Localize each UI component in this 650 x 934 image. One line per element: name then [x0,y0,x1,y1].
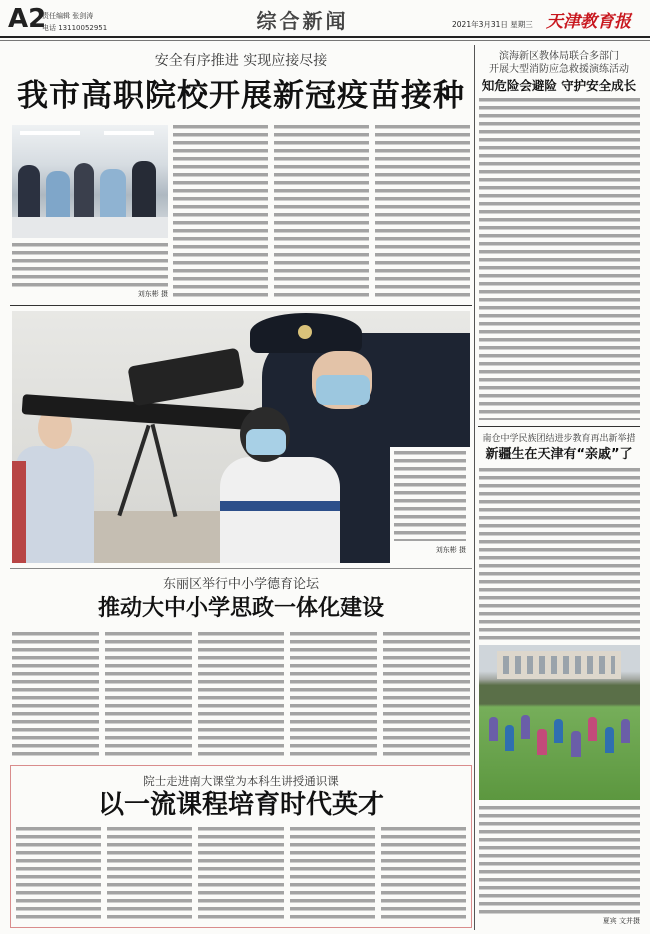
photo-face-mask [316,375,370,405]
article-body-column [16,827,101,923]
binhai-story-body [479,98,640,420]
page-number: A2 [8,4,47,34]
binhai-story-kicker-2: 开展大型消防应急救援演练活动 [489,64,629,75]
article-body-column [290,632,377,760]
masthead-logo: 天津教育报 [546,12,631,32]
dongli-story-kicker: 东丽区举行中小学德育论坛 [162,577,319,592]
column-divider [474,45,475,930]
photo-lens [127,348,244,407]
article-body-column [290,827,375,923]
lead-photo-credit: 刘东彬 摄 [137,290,168,298]
editor-line: 责任编辑 张剑涛 [42,12,94,20]
nancang-story-headline: 新疆生在天津有“亲戚”了 [485,447,633,462]
lead-story-headline: 我市高职院校开展新冠疫苗接种 [17,78,465,114]
nancang-photo-credit: 夏宾 文并摄 [602,917,640,925]
article-body-column [107,827,192,923]
photo-dancer [621,719,630,743]
photo-desk [12,217,168,238]
photo-vaccination-site [12,125,168,238]
dongli-story-body [12,632,470,760]
article-body-column [381,827,466,923]
section-rule [10,568,472,569]
article-body-column [479,98,640,420]
article-body-column [479,468,640,640]
feature-photo-caption-box [390,447,470,563]
article-body-column [383,632,470,760]
binhai-story-kicker-1: 滨海新区教体局联合多部门 [499,51,619,62]
section-title: 综合新闻 [256,9,349,33]
phone-line: 电话 13110052951 [42,24,108,32]
article-body-column [274,125,369,301]
article-body-column [198,827,283,923]
photo-figure [74,163,94,225]
photo-dancer [537,729,547,755]
photo-tripod-leg [151,424,178,517]
photo-dancer [489,717,498,741]
photo-dancer [588,717,597,741]
caption-text [12,243,168,287]
photo-dancer [605,727,614,753]
article-body-column [12,632,99,760]
article-body-column [173,125,268,301]
feature-photo-credit: 刘东彬 摄 [435,546,466,554]
photo-ceiling-light [20,131,80,135]
article-body-column [105,632,192,760]
lead-story-body [173,125,470,301]
photo-cap-emblem [298,325,312,339]
section-rule [478,426,640,427]
feature-photo-caption [394,451,466,541]
photo-red-jacket [12,461,26,563]
section-rule [10,305,472,306]
nankai-story-body [16,827,466,923]
photo-student-left [16,446,94,563]
header-rule-thin [0,40,650,41]
photo-dancer [571,731,581,757]
binhai-story-headline: 知危险会避险 守护安全成长 [481,78,637,93]
photo-uniform-trim [220,501,340,511]
photo-tripod-leg [117,425,150,517]
photo-dancer [554,719,563,743]
nancang-story-kicker: 南仓中学民族团结进步教育再出新举措 [482,434,636,444]
photo-figure [132,161,156,225]
issue-date: 2021年3月31日 星期三 [452,20,533,29]
lead-story-kicker: 安全有序推进 实现应接尽接 [154,53,328,69]
caption-text [394,451,466,541]
dongli-story-headline: 推动大中小学思政一体化建设 [97,596,384,621]
article-body-column [198,632,285,760]
lead-photo-caption [12,243,168,287]
header-rule [0,36,650,38]
photo-students-dancing [479,645,640,800]
photo-figure [18,165,40,225]
caption-text [479,806,640,914]
photo-dancer [505,725,514,751]
nancang-photo-caption [479,806,640,914]
nankai-story-headline: 以一流课程培育时代英才 [97,790,384,820]
article-body-column [375,125,470,301]
photo-student-mask [246,429,286,455]
nankai-story-kicker: 院士走进南大课堂为本科生讲授通识课 [143,774,339,788]
photo-ceiling-light [104,131,154,135]
nancang-story-body [479,468,640,640]
photo-building-windows [503,656,615,674]
photo-dancer [521,715,530,739]
